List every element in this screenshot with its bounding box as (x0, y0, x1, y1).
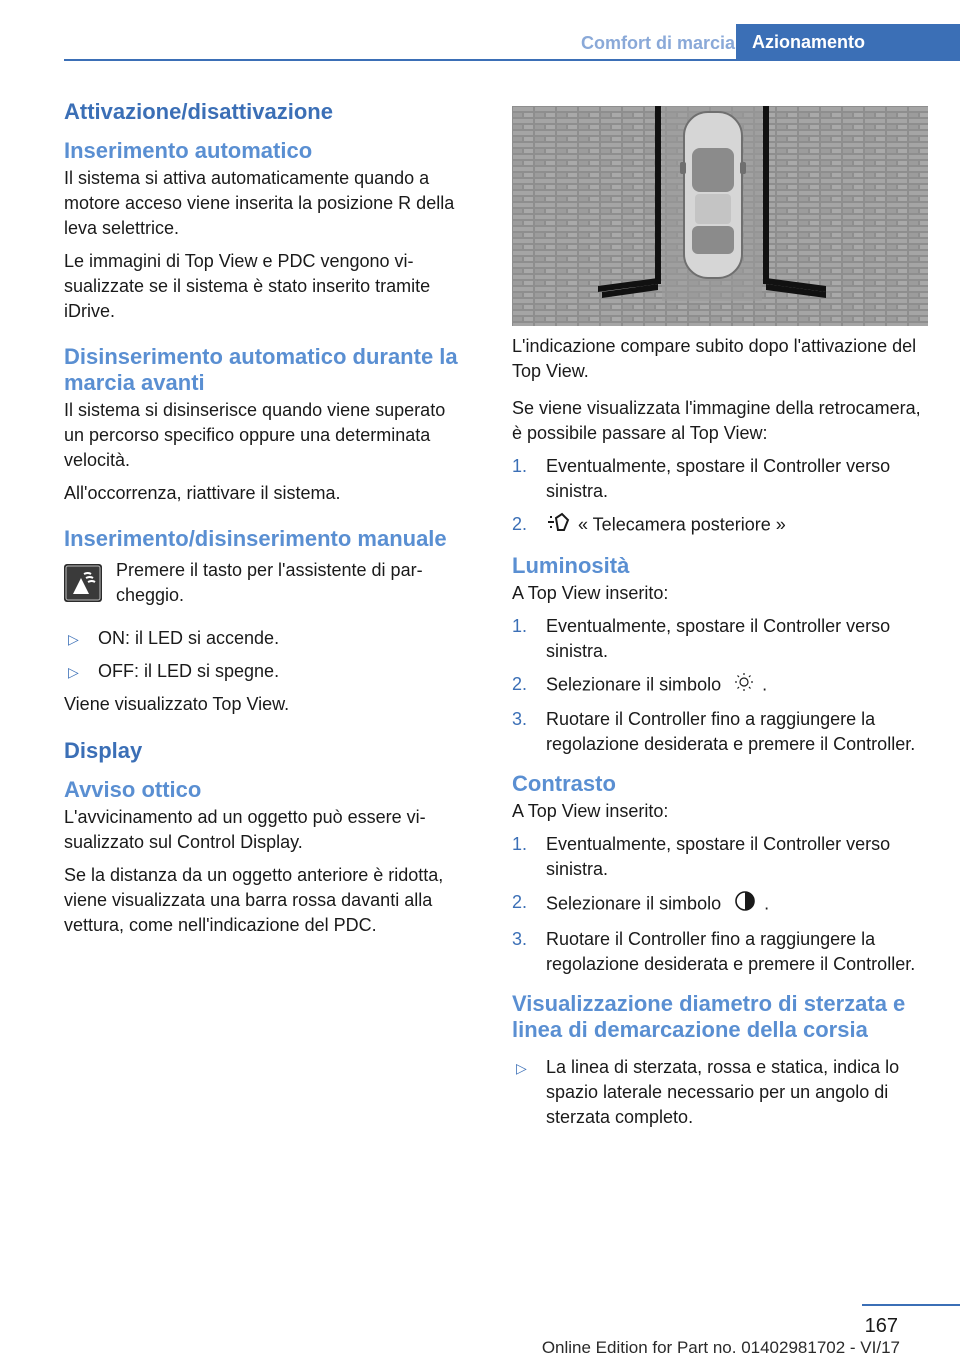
paragraph: Le immagini di Top View e PDC vengono visualizzate se il sistema è stato inserito tramite iDrive. (64, 251, 431, 321)
heading-display: Display (64, 738, 143, 763)
left-column (64, 98, 470, 946)
list-item: ▷ OFF: il LED si spegne. (64, 659, 470, 684)
page-number: 167 (864, 1315, 898, 1337)
list-item: 2. « Telecamera posteriore » (512, 512, 932, 539)
header-section-prev: Comfort di marcia (580, 33, 735, 53)
right-column (512, 334, 932, 1138)
triangle-bullet-icon: ▷ (516, 1060, 527, 1076)
brightness-steps-list (512, 614, 932, 757)
list-item: 1. Eventualmente, spostare il Controller verso sinistra. (512, 834, 891, 879)
triangle-bullet-icon: ▷ (68, 631, 79, 647)
parking-button-text: Premere il tasto per l'assistente di parcheggio. (116, 560, 423, 605)
list-item: 1. Eventualmente, spostare il Controller verso sinistra. (512, 616, 891, 661)
contrast-steps-list (512, 832, 932, 977)
paragraph: Se viene visualizzata l'immagine della retrocamera, è possibile passare al Top View: (512, 398, 921, 443)
edition-note: Online Edition for Part no. 01402981702 - VI/17 (541, 1338, 900, 1357)
heading-activation: Attivazione/disattivazione (64, 99, 333, 124)
heading-auto-on: Inserimento automatico (64, 138, 313, 163)
list-item: 1. Eventualmente, spostare il Controller verso sinistra. (512, 456, 891, 501)
manual-bullet-list (64, 626, 470, 684)
paragraph: All'occorrenza, riattivare il sistema. (64, 483, 341, 503)
footer-rule (862, 1304, 960, 1306)
parking-assistant-button-icon (64, 564, 102, 602)
steering-bullet-list (512, 1055, 932, 1130)
parking-button-row (64, 558, 470, 610)
triangle-bullet-icon: ▷ (68, 664, 79, 680)
paragraph: Il sistema si disinserisce quando viene superato un percorso specifico oppure una determinata velocità. (64, 400, 446, 470)
heading-contrast: Contrasto (512, 771, 616, 796)
paragraph: A Top View inserito: (512, 801, 669, 821)
heading-steering: Visualizzazione diametro di sterzata e linea di demarcazione della corsia (512, 991, 906, 1042)
header-section-current: Azionamento (736, 24, 960, 61)
figure-caption: L'indicazione compare subito dopo l'attivazione del Top View. (512, 336, 917, 381)
list-item: ▷ La linea di sterzata, rossa e statica, indica lo spazio laterale necessario per un angolo di sterzata completo. (516, 1057, 900, 1127)
list-item: 3. Ruotare il Controller fino a raggiungere la regolazione desiderata e premere il Controller. (512, 709, 916, 754)
heading-brightness: Luminosità (512, 553, 630, 578)
heading-manual: Inserimento/disinserimento manuale (64, 526, 447, 551)
paragraph: A Top View inserito: (512, 583, 669, 603)
paragraph: Viene visualizzato Top View. (64, 694, 290, 714)
list-item: 3. Ruotare il Controller fino a raggiungere la regolazione desiderata e premere il Controller. (512, 929, 916, 974)
list-item: ▷ ON: il LED si accende. (64, 626, 470, 651)
top-view-illustration (512, 106, 928, 326)
paragraph: Il sistema si attiva automaticamente quando a motore acceso viene inserita la posizione R della leva selettrice. (64, 168, 455, 238)
rear-camera-icon (546, 512, 570, 539)
list-item: 2. Selezionare il simbolo . (512, 890, 932, 919)
paragraph: Se la distanza da un oggetto anteriore è ridotta, viene visualizzata una barra rossa davanti alla vettura, come nell'indicazione del PDC. (64, 865, 444, 935)
list-item: 2. Selezionare il simbolo . (512, 672, 932, 699)
switch-steps-list (512, 454, 932, 539)
brightness-sun-icon (734, 672, 754, 699)
paragraph: L'avvicinamento ad un oggetto può essere visualizzato sul Control Display. (64, 807, 426, 852)
heading-visual-warning: Avviso ottico (64, 777, 202, 802)
header-rule (64, 59, 960, 61)
heading-auto-off: Disinserimento automatico durante la marcia avanti (64, 344, 458, 395)
contrast-circle-icon (734, 890, 756, 919)
